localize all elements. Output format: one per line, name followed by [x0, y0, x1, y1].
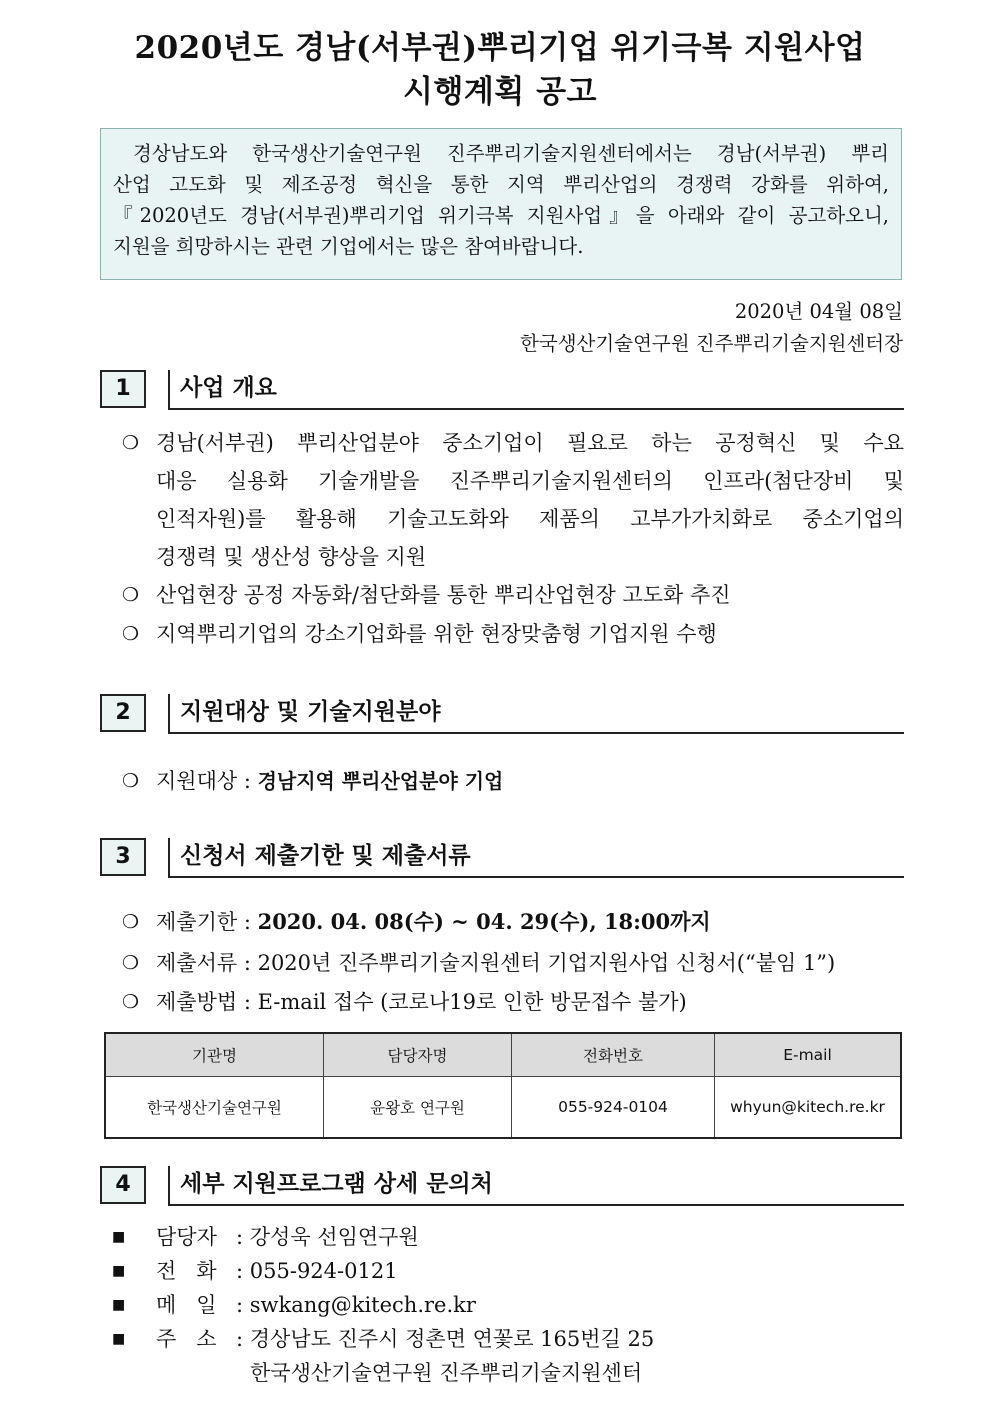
table-header: 기관명: [105, 1033, 324, 1077]
table-cell: 윤왕호 연구원: [324, 1077, 512, 1139]
section-title: 지원대상 및 기술지원분야: [168, 694, 904, 734]
section-title: 신청서 제출기한 및 제출서류: [168, 838, 904, 878]
contact-table: [104, 1032, 902, 1139]
circle-bullet-icon: ❍: [122, 952, 140, 974]
issuer-name: 한국생산기술연구원 진주뿌리기술지원센터장: [520, 332, 903, 355]
item-value: 2020년 진주뿌리기술지원센터 기업지원사업 신청서(“붙임 1”): [257, 951, 836, 975]
intro-line: 산업 고도화 및 제조공정 혁신을 통한 지역 뿌리산업의 경쟁력 강화를 위하여,: [113, 173, 889, 196]
bullet-line: 경쟁력 및 생산성 향상을 지원: [156, 545, 427, 569]
table-header-row: [105, 1033, 901, 1077]
square-bullet-icon: ■: [112, 1229, 126, 1245]
item-value: 2020. 04. 08(수) ~ 04. 29(수), 18:00까지: [257, 909, 711, 934]
contact-label: 주 소: [156, 1327, 217, 1351]
item-value: 경남지역 뿌리산업분야 기업: [257, 769, 504, 793]
section-number: 3: [100, 838, 146, 876]
circle-bullet-icon: ❍: [122, 584, 140, 606]
table-cell: 한국생산기술연구원: [105, 1077, 324, 1139]
section-number: 2: [100, 694, 146, 732]
circle-bullet-icon: ❍: [122, 623, 140, 645]
contact-label: 메 일: [156, 1293, 217, 1317]
intro-line: 지원을 희망하시는 관련 기업에서는 많은 참여바랍니다.: [113, 235, 584, 258]
bullet-line: 산업현장 공정 자동화/첨단화를 통한 뿌리산업현장 고도화 추진: [156, 583, 731, 607]
bullet-line: 경남(서부권) 뿌리산업분야 중소기업이 필요로 하는 공정혁신 및 수요: [156, 431, 904, 455]
circle-bullet-icon: ❍: [122, 991, 140, 1013]
announcement-date: 2020년 04월 08일: [734, 300, 903, 323]
bullet-item: [122, 424, 904, 576]
section-title: 사업 개요: [168, 370, 904, 410]
contact-item: ■ 전 화 : 055-924-0121: [156, 1252, 398, 1290]
square-bullet-icon: ■: [112, 1331, 126, 1347]
bullet-item: [122, 903, 711, 941]
bullet-item: [122, 762, 504, 800]
bullet-line: 인적자원)를 활용해 기술고도화와 제품의 고부가가치화로 중소기업의: [156, 507, 904, 531]
circle-bullet-icon: ❍: [122, 432, 140, 454]
item-label: 제출기한 :: [156, 910, 258, 934]
item-label: 지원대상 :: [156, 769, 258, 793]
item-label: 제출방법 :: [156, 990, 258, 1014]
square-bullet-icon: ■: [112, 1297, 126, 1313]
contact-item: ■ 담당자 : 강성욱 선임연구원: [156, 1218, 419, 1256]
intro-box: [100, 128, 902, 280]
contact-label: 전 화: [156, 1259, 217, 1283]
table-cell-email: whyun@kitech.re.kr: [715, 1077, 902, 1139]
table-row: [105, 1077, 901, 1139]
table-header: 전화번호: [512, 1033, 715, 1077]
bullet-item: [122, 576, 731, 614]
section-number: 1: [100, 370, 146, 408]
address-line2: 한국생산기술연구원 진주뿌리기술지원센터: [250, 1361, 643, 1385]
bullet-item: [122, 944, 836, 982]
contact-value: 강성욱 선임연구원: [249, 1225, 419, 1249]
section-number: 4: [100, 1166, 146, 1204]
table-header: E-mail: [715, 1033, 902, 1077]
bullet-line: 대응 실용화 기술개발을 진주뿌리기술지원센터의 인프라(첨단장비 및: [156, 469, 904, 493]
item-label: 제출서류 :: [156, 951, 258, 975]
bullet-item: [122, 983, 687, 1021]
contact-value: swkang@kitech.re.kr: [249, 1293, 476, 1317]
table-cell: 055-924-0104: [512, 1077, 715, 1139]
page-title-line1: 2020년도 경남(서부권)뿌리기업 위기극복 지원사업: [134, 30, 866, 66]
circle-bullet-icon: ❍: [122, 770, 140, 792]
contact-value: 경상남도 진주시 정촌면 연꽃로 165번길 25: [249, 1327, 655, 1351]
item-value: E-mail 접수 (코로나19로 인한 방문접수 불가): [257, 990, 687, 1014]
intro-line: 경상남도와 한국생산기술연구원 진주뿌리기술지원센터에서는 경남(서부권) 뿌리: [133, 142, 889, 165]
bullet-line: 지역뿌리기업의 강소기업화를 위한 현장맞춤형 기업지원 수행: [156, 622, 717, 646]
page-title-line2: 시행계획 공고: [403, 74, 597, 110]
circle-bullet-icon: ❍: [122, 911, 140, 933]
contact-item: ■ 메 일 : swkang@kitech.re.kr: [156, 1286, 476, 1324]
table-header: 담당자명: [324, 1033, 512, 1077]
bullet-item: [122, 615, 717, 653]
square-bullet-icon: ■: [112, 1263, 126, 1279]
section-title: 세부 지원프로그램 상세 문의처: [168, 1166, 904, 1206]
contact-label: 담당자: [156, 1225, 217, 1249]
intro-line: 『2020년도 경남(서부권)뿌리기업 위기극복 지원사업』을 아래와 같이 공고하오니,: [113, 204, 889, 227]
contact-item: ■ 주 소 : 경상남도 진주시 정촌면 연꽃로 165번길 25: [156, 1320, 654, 1358]
contact-value: 055-924-0121: [249, 1259, 398, 1283]
